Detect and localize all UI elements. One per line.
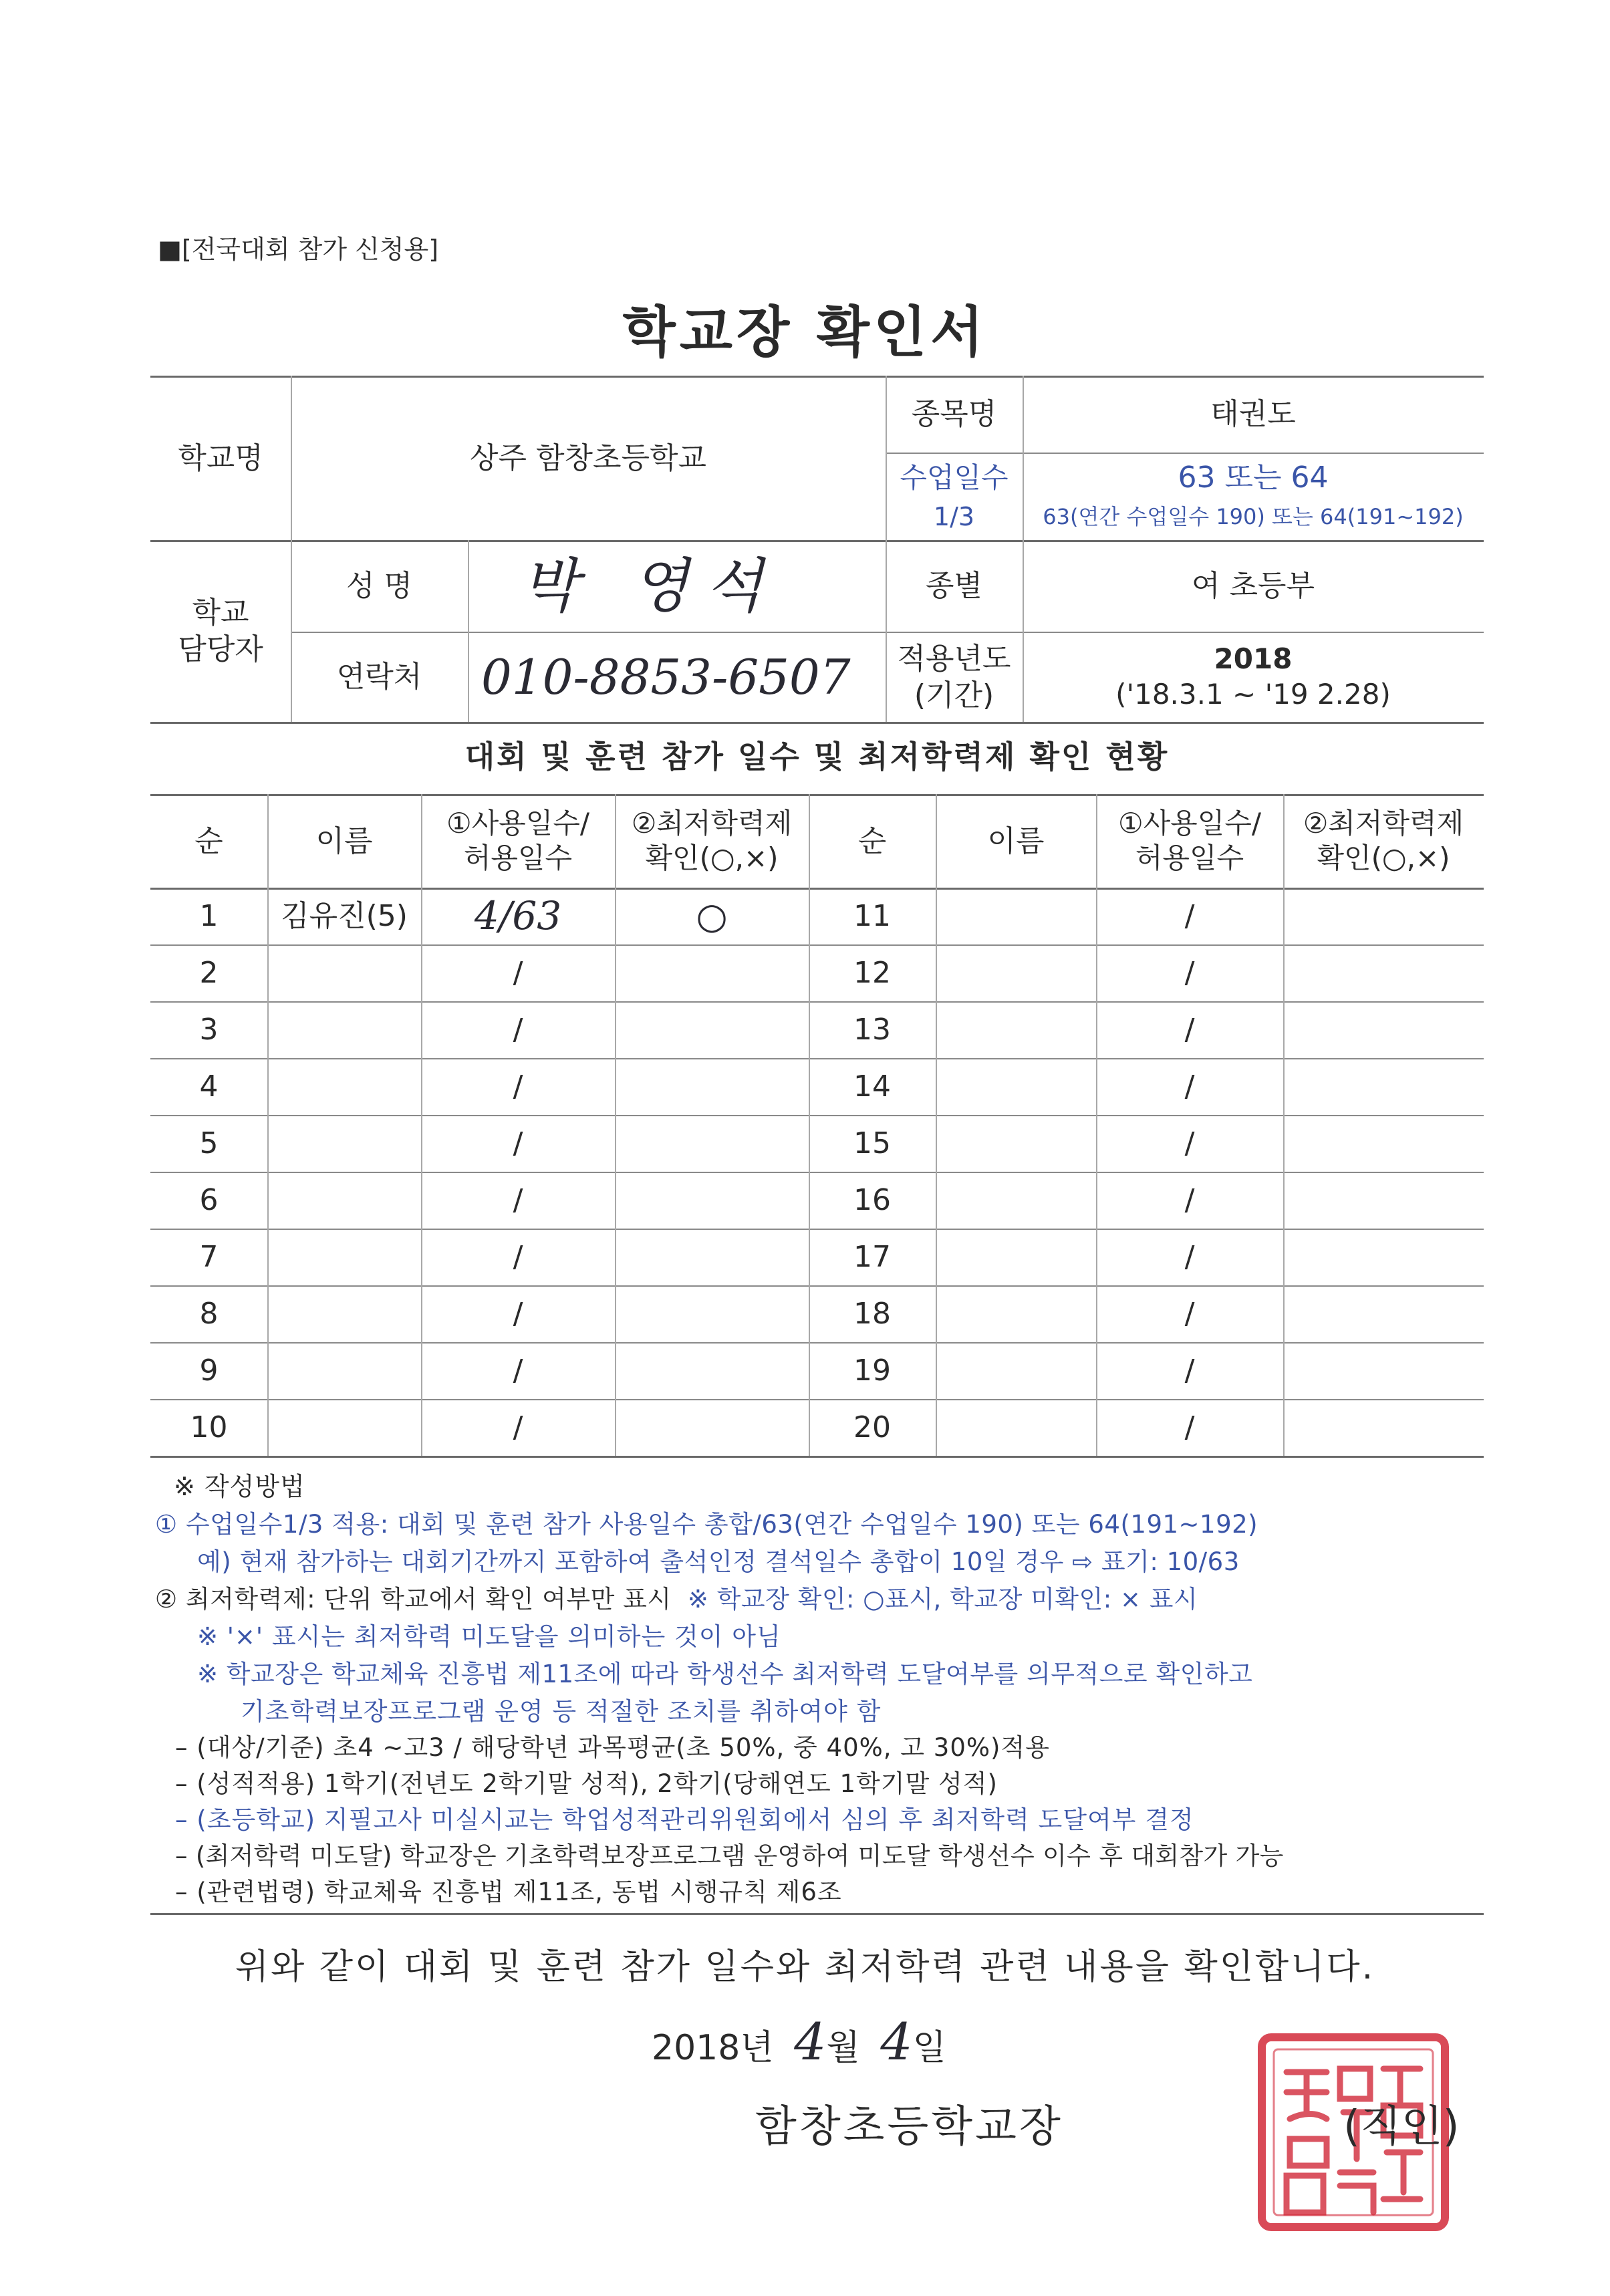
sport-label: 종목명 bbox=[911, 397, 997, 431]
header-seq-left: 순 bbox=[194, 823, 223, 858]
table-cell-days: / bbox=[513, 956, 523, 990]
table-cell-days: / bbox=[1184, 1354, 1195, 1388]
contact-value: 010-8853-6507 bbox=[481, 648, 851, 705]
table-cell-seq: 7 bbox=[199, 1240, 219, 1274]
table-cell-days: / bbox=[513, 1013, 523, 1047]
table-cell-seq: 18 bbox=[853, 1297, 891, 1331]
bullet-4: – (최저학력 미도달) 학교장은 기초학력보장프로그램 운영하여 미도달 학생선수 이수 후 대회참가 가능 bbox=[175, 1841, 1284, 1870]
bullet-3: – (초등학교) 지필고사 미실시교는 학업성적관리위원회에서 심의 후 최저학력 도달여부 결정 bbox=[175, 1805, 1194, 1834]
note-4: ※ 학교장은 학교체육 진흥법 제11조에 따라 학생선수 최저학력 도달여부를 의무적으로 확인하고 bbox=[197, 1660, 1253, 1688]
table-cell-days: / bbox=[1184, 956, 1195, 990]
table-cell-days: / bbox=[1184, 1240, 1195, 1274]
table-cell-seq: 20 bbox=[853, 1410, 891, 1444]
seal-label: (직인) bbox=[1343, 2102, 1460, 2152]
days-value: 63 또는 64 63(연간 수업일수 190) 또는 64(191~192) bbox=[1043, 461, 1464, 529]
category-label: 종별 bbox=[925, 569, 982, 603]
table-cell-seq: 12 bbox=[853, 956, 891, 990]
table-cell-days: / bbox=[513, 1297, 523, 1331]
bullet-1: – (대상/기준) 초4 ~고3 / 해당학년 과목평균(초 50%, 중 40%, 고 30%)적용 bbox=[175, 1733, 1050, 1762]
table-cell-days: / bbox=[1184, 1410, 1195, 1444]
table-cell-seq: 11 bbox=[853, 899, 891, 933]
sport-value: 태권도 bbox=[1210, 397, 1296, 431]
year-label: 적용년도 (기간) bbox=[897, 641, 1011, 713]
table-cell-days: / bbox=[1184, 1297, 1195, 1331]
contact-label: 연락처 bbox=[336, 660, 422, 694]
staff-label: 학교 담당자 bbox=[178, 596, 263, 666]
form-label: ■[전국대회 참가 신청용] bbox=[158, 235, 439, 264]
table-cell-days: / bbox=[1184, 1183, 1195, 1217]
header-name-left: 이름 bbox=[315, 823, 373, 858]
name-value: 박 영석 bbox=[521, 551, 780, 620]
date-line: 2018년 4월 4일 bbox=[652, 2012, 946, 2071]
header-days-left: ①사용일수/ 허용일수 bbox=[446, 806, 590, 874]
school-value: 상주 함창초등학교 bbox=[469, 440, 707, 475]
table-cell-seq: 19 bbox=[853, 1354, 891, 1388]
header-seq-right: 순 bbox=[857, 823, 887, 858]
table-cell-seq: 2 bbox=[199, 956, 219, 990]
table-cell-days: / bbox=[513, 1410, 523, 1444]
table-cell-seq: 1 bbox=[199, 899, 219, 933]
table-cell-seq: 13 bbox=[853, 1013, 891, 1047]
note-3: ※ '×' 표시는 최저학력 미도달을 의미하는 것이 아님 bbox=[197, 1622, 781, 1651]
table-cell-days: / bbox=[513, 1183, 523, 1217]
table-cell-seq: 4 bbox=[199, 1069, 219, 1104]
days-label: 수업일수 1/3 bbox=[900, 461, 1009, 531]
confirmation-text: 위와 같이 대회 및 훈련 참가 일수와 최저학력 관련 내용을 확인합니다. bbox=[235, 1947, 1375, 1987]
table-cell-days: / bbox=[1184, 1126, 1195, 1160]
table-cell-days: / bbox=[513, 1069, 523, 1104]
notes-heading: ※ 작성방법 bbox=[174, 1472, 305, 1501]
note-2: ② 최저학력제: 단위 학교에서 확인 여부만 표시 ※ 학교장 확인: ○표시, 학교장 미확인: × 표시 bbox=[155, 1585, 1198, 1614]
category-value: 여 초등부 bbox=[1191, 569, 1315, 603]
table-cell-seq: 16 bbox=[853, 1183, 891, 1217]
note-1: ① 수업일수1/3 적용: 대회 및 훈련 참가 사용일수 총합/63(연간 수업일수 190) 또는 64(191~192) bbox=[155, 1510, 1258, 1539]
table-cell-seq: 17 bbox=[853, 1240, 891, 1274]
table-cell-seq: 6 bbox=[199, 1183, 219, 1217]
table-cell-days: / bbox=[513, 1354, 523, 1388]
table-cell-seq: 14 bbox=[853, 1069, 891, 1104]
principal-name: 함창초등학교장 bbox=[755, 2102, 1063, 2152]
note-1-example: 예) 현재 참가하는 대회기간까지 포함하여 출석인정 결석일수 총합이 10일 경우 ⇨ 표기: 10/63 bbox=[197, 1547, 1240, 1576]
table-cell-seq: 5 bbox=[199, 1126, 219, 1160]
table-cell-seq: 15 bbox=[853, 1126, 891, 1160]
school-label: 학교명 bbox=[178, 440, 263, 475]
table-cell-seq: 3 bbox=[199, 1013, 219, 1047]
note-4-cont: 기초학력보장프로그램 운영 등 적절한 조치를 취하여야 함 bbox=[241, 1697, 882, 1726]
header-name-right: 이름 bbox=[987, 823, 1045, 858]
name-label: 성 명 bbox=[346, 569, 412, 603]
table-cell-days: / bbox=[513, 1240, 523, 1274]
header-check-right: ②최저학력제 확인(○,×) bbox=[1303, 806, 1464, 874]
bullet-5: – (관련법령) 학교체육 진흥법 제11조, 동법 시행규칙 제6조 bbox=[175, 1878, 842, 1906]
section-title: 대회 및 훈련 참가 일수 및 최저학력제 확인 현황 bbox=[464, 739, 1170, 775]
table-cell-seq: 10 bbox=[190, 1410, 228, 1444]
header-days-right: ①사용일수/ 허용일수 bbox=[1117, 806, 1262, 874]
table-cell-name: 김유진(5) bbox=[281, 899, 408, 933]
header-check-left: ②최저학력제 확인(○,×) bbox=[631, 806, 793, 874]
table-cell-days: / bbox=[1184, 1069, 1195, 1104]
year-value: 2018 ('18.3.1 ~ '19 2.28) bbox=[1115, 642, 1391, 711]
bullet-2: – (성적적용) 1학기(전년도 2학기말 성적), 2학기(당해연도 1학기말 성적) bbox=[175, 1769, 998, 1798]
page-title: 학교장 확인서 bbox=[622, 301, 988, 364]
table-cell-seq: 9 bbox=[199, 1354, 219, 1388]
table-cell-days: / bbox=[1184, 899, 1195, 933]
table-cell-seq: 8 bbox=[199, 1297, 219, 1331]
table-cell-days: / bbox=[513, 1126, 523, 1160]
table-cell-check: ○ bbox=[696, 894, 728, 937]
table-cell-days: 4/63 bbox=[474, 893, 562, 939]
table-cell-days: / bbox=[1184, 1013, 1195, 1047]
